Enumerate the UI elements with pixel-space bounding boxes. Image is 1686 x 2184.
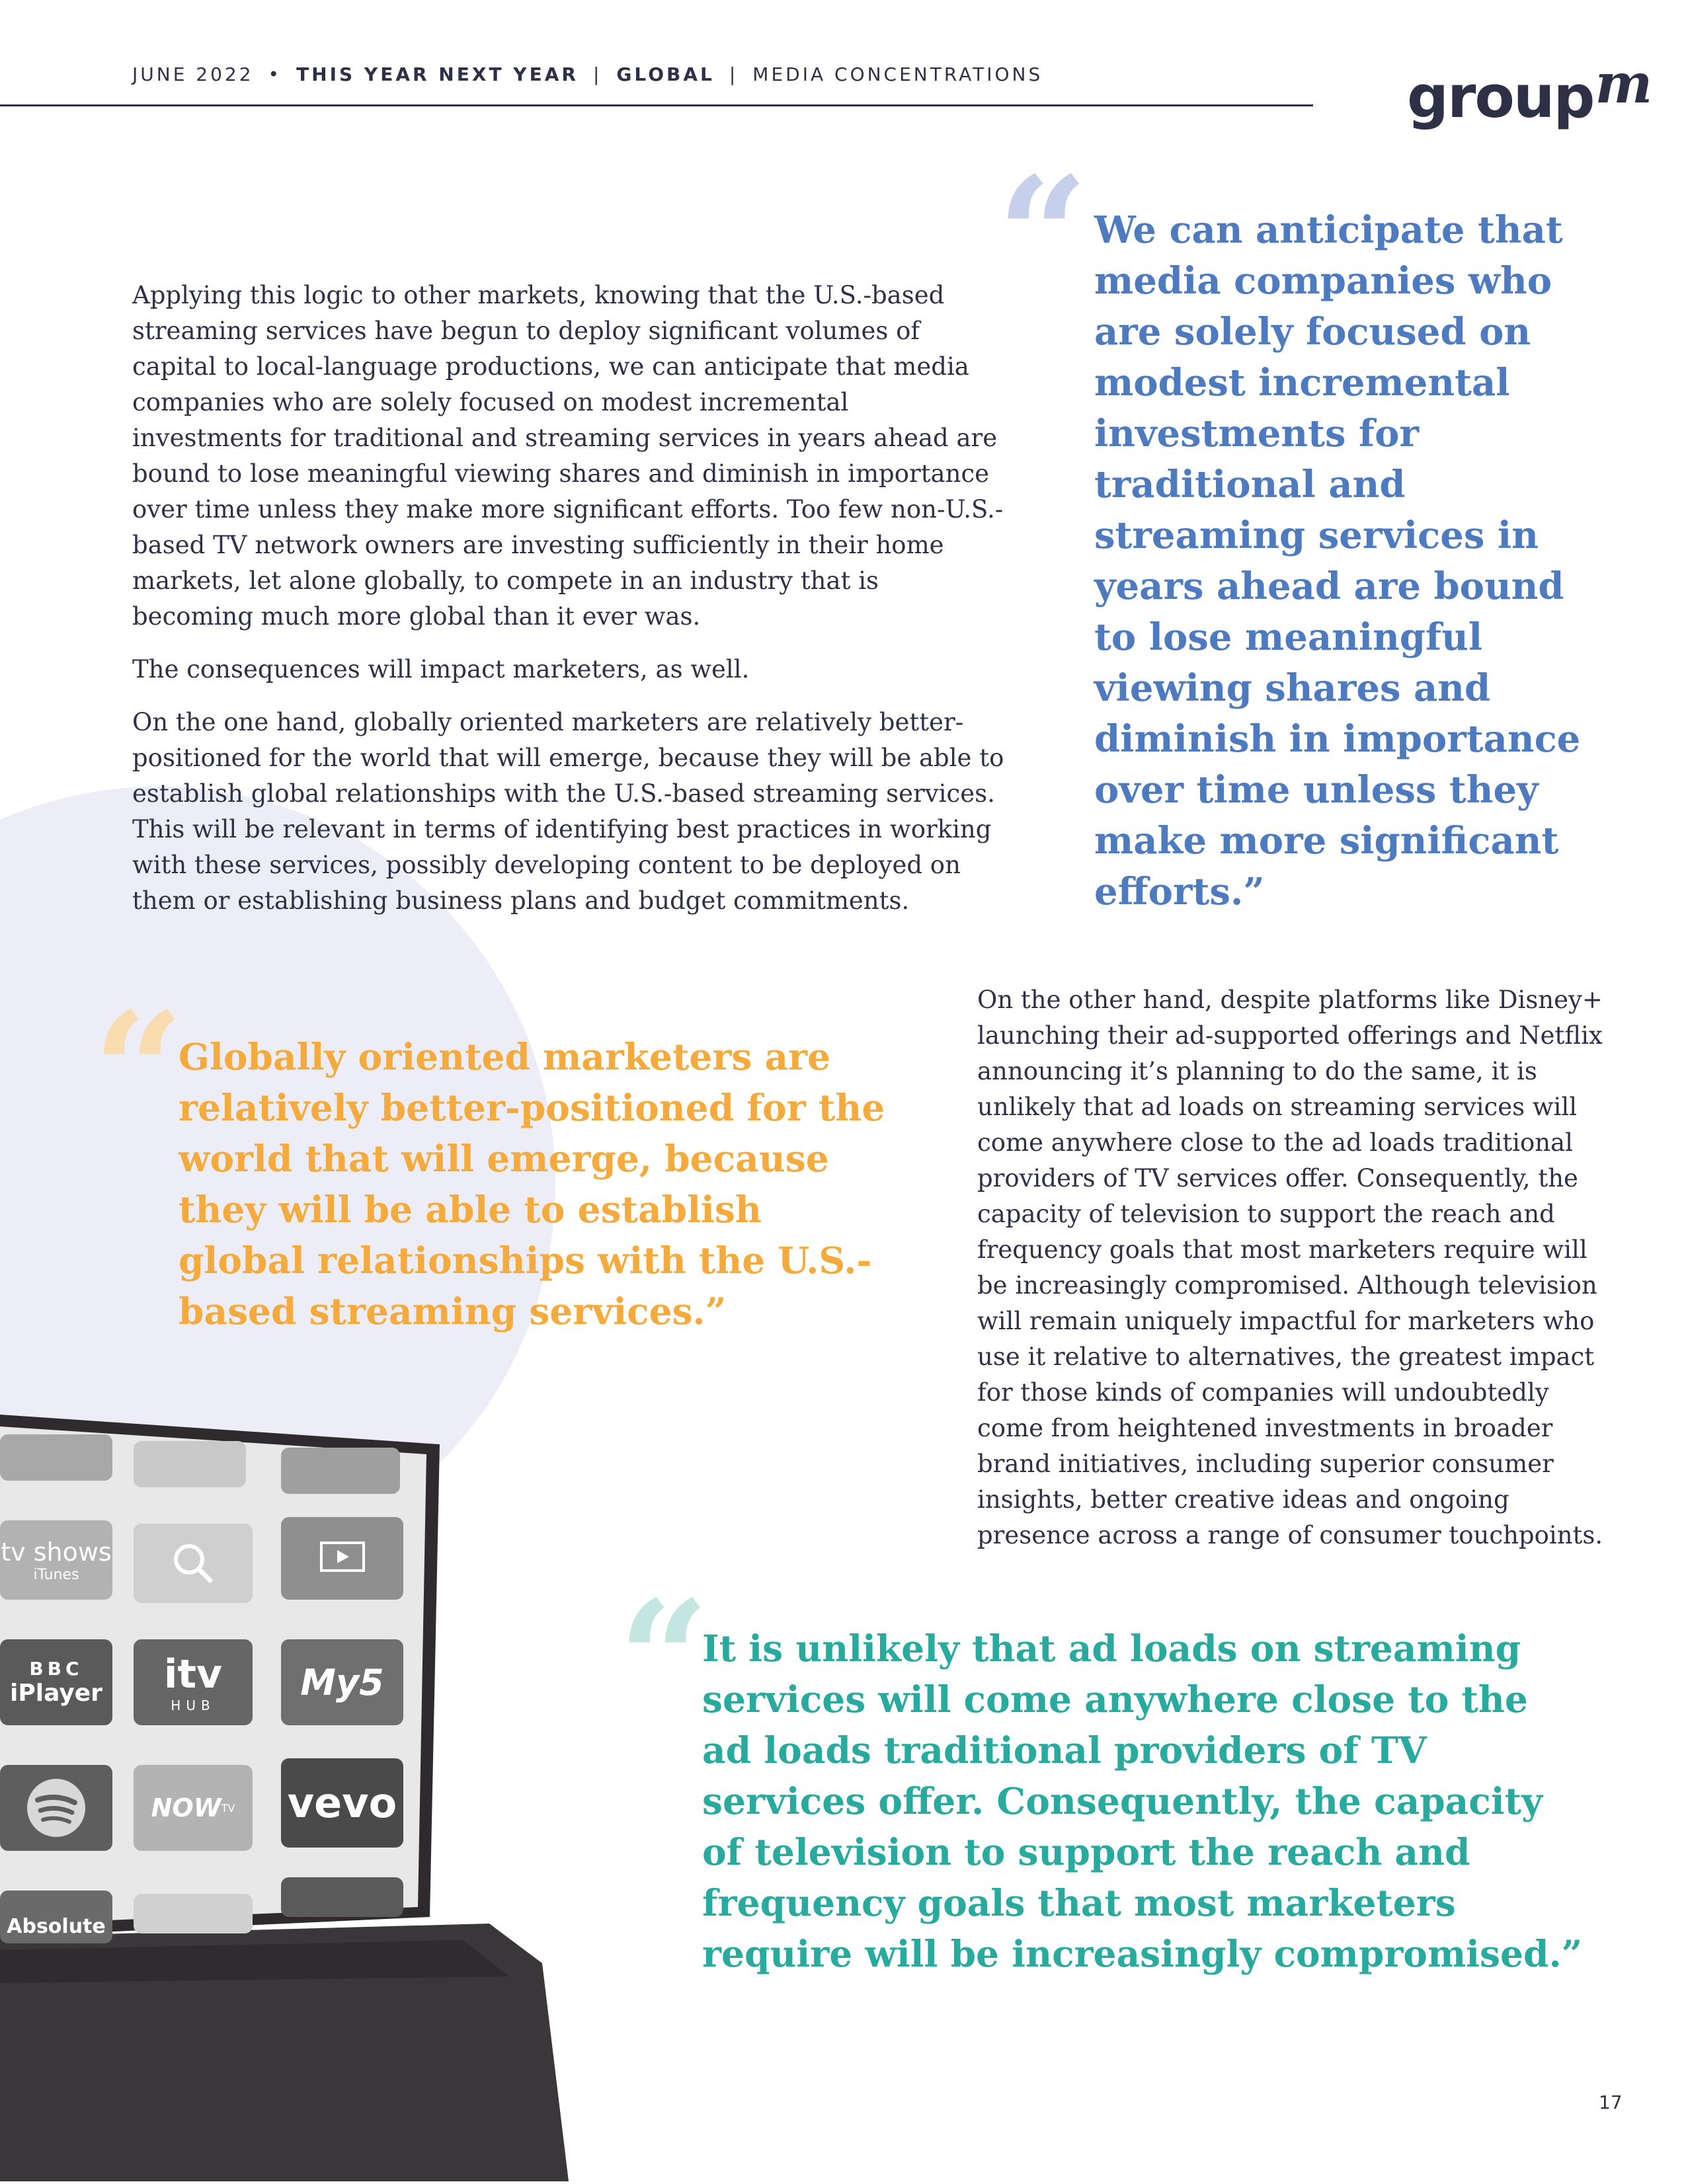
tile-bottom-right: [281, 1877, 403, 1917]
running-header: JUNE 2022 • THIS YEAR NEXT YEAR | GLOBAL | MEDIA CONCENTRATIONS: [132, 63, 1043, 85]
spotify-icon: [23, 1775, 89, 1841]
pull-quote-teal: It is unlikely that ad loads on streaming services will come anywhere close to the ad loads traditional providers of TV services offer. Consequently, the capacity of television to support the reach and frequency goals that most marketers require will be increasingly compromised.”: [702, 1627, 1583, 1975]
tile-video: [281, 1517, 403, 1600]
tile-tv-shows: tv shows iTunes: [0, 1520, 112, 1600]
tile-search: [134, 1524, 253, 1603]
tile-absolute: Absolute: [0, 1891, 112, 1943]
pull-quote-blue: We can anticipate that media companies who are solely focused on modest incremental investments for traditional and streaming services in years ahead are bound to lose meaningful viewing shares and diminish in importance over time unless they make more significant efforts.”: [1094, 208, 1581, 914]
header-section: MEDIA CONCENTRATIONS: [752, 63, 1043, 85]
header-region: GLOBAL: [616, 63, 715, 85]
tile-top-right: [281, 1448, 400, 1494]
tile-now-tv: NOW TV: [134, 1765, 253, 1851]
body-paragraph-3: On the one hand, globally oriented marketers are relatively better-positioned for the world that will emerge, because they will be able to establish global relationships with the U.S.-based streaming services. This will be relevant in terms of identifying best practices in working with these services, possibly developing content to be deployed on them or establishing business plans and budget commitments.: [132, 708, 1004, 915]
header-rule: [0, 104, 1313, 106]
tile-top-mid: [134, 1441, 246, 1487]
body-paragraph-2: The consequences will impact marketers, as well.: [132, 655, 750, 683]
search-icon: [167, 1537, 220, 1590]
pull-quote-orange: Globally oriented marketers are relatively better-positioned for the world that will emerge, because they will be able to establish global relationships with the U.S.-based streaming services.”: [179, 1035, 885, 1333]
body-text-right: [977, 982, 1605, 1571]
tile-itv-hub: itv HUB: [134, 1639, 253, 1725]
tile-my5: My5: [281, 1639, 403, 1725]
tile-vevo: vevo: [281, 1758, 403, 1848]
quote-mark-teal: “: [618, 1566, 710, 1752]
quote-mark-orange: “: [93, 978, 184, 1164]
page-number: 17: [1599, 2091, 1623, 2113]
video-icon: [316, 1539, 369, 1579]
tile-bottom-mid: [134, 1894, 253, 1933]
tv-illustration: [0, 1415, 595, 2181]
groupm-logo: groupm: [1407, 52, 1652, 131]
tile-bbc-iplayer: BBC iPlayer: [0, 1639, 112, 1725]
header-date: JUNE 2022: [132, 63, 254, 85]
header-series: THIS YEAR NEXT YEAR: [296, 63, 579, 85]
quote-mark-blue: “: [997, 142, 1089, 329]
body-paragraph-1: Applying this logic to other markets, knowing that the U.S.-based streaming services have begun to deploy significant volumes of capital to local-language productions, we can anticipate that media companies who are solely focused on modest incremental investments for traditional and streaming services in years ahead are bound to lose meaningful viewing shares and diminish in importance over time unless they make more significant efforts. Too few non-U.S.-based TV network owners are investing sufficiently in their home markets, let alone globally, to compete in an industry that is becoming much more global than it ever was.: [132, 281, 1004, 631]
tile-top-left: [0, 1434, 112, 1481]
body-text-left: [132, 278, 1005, 936]
tile-spotify: [0, 1765, 112, 1851]
body-paragraph-4: On the other hand, despite platforms like Disney+ launching their ad-supported offerings and Netflix announcing it’s planning to do the same, it is unlikely that ad loads on streaming services will come anywhere close to the ad loads traditional providers of TV services offer. Consequently, the capacity of television to support the reach and frequency goals that most marketers require will be increasingly compromised. Although television will remain uniquely impactful for marketers who use it relative to alternatives, the greatest impact for those kinds of companies will undoubtedly come from heightened investments in broader brand initiatives, including superior consumer insights, better creative ideas and ongoing presence across a range of consumer touchpoints.: [977, 986, 1603, 1549]
